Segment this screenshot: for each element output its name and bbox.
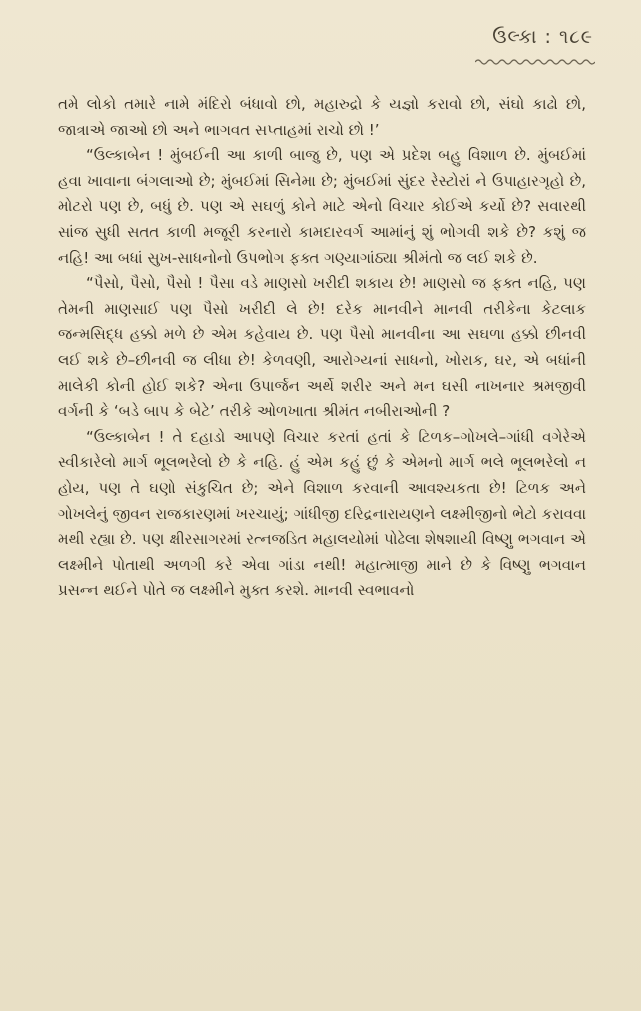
- paragraph-2: “ઉલ્કાબેન ! મુંબઈની આ કાળી બાજુ છે, પણ એ પ્રદેશ બહુ વિશાળ છે. મુંબઈમાં હવા ખાવાના બંગલાઓ છે; મુંબઈમાં સિનેમા છે; મુંબઈમાં સુંદર રેસ્ટોરાં ને ઉપાહારગૃહો છે, મોટરો પણ છે, બધું છે. પણ એ સઘળું કોને માટે એનો વિચાર કોઈએ કર્યો છે? સવારથી સાંજ સુધી સતત કાળી મજૂરી કરનારો કામદારવર્ગ આમાંનું શું ભોગવી શકે છે? કશું જ નહિ! આ બધાં સુખ-સાધનોનો ઉપભોગ ફક્ત ગણ્યાગાંઠ્યા શ્રીમંતો જ લઈ શકે છે.: [58, 146, 586, 267]
- paragraph-1: તમે લોકો તમારે નામે મંદિરો બંધાવો છો, મહારુદ્રો કે યજ્ઞો કરાવો છો, સંઘો કાઢો છો, જાત્રાએ જાઓ છો અને ભાગવત સપ્તાહમાં રાચો છો !’: [58, 95, 586, 139]
- paragraph-4: “ઉલ્કાબેન ! તે દહાડો આપણે વિચાર કરતાં હતાં કે ટિળક–ગોખલે–ગાંધી વગેરેએ સ્વીકારેલો માર્ગ ભૂલભરેલો છે કે નહિ. હું એમ કહું છું કે એમનો માર્ગ ભલે ભૂલભરેલો ન હોય, પણ તે ઘણો સંકુચિત છે; એને વિશાળ કરવાની આવશ્યકતા છે! ટિળક અને ગોખલેનું જીવન રાજકારણમાં ખરચાયું; ગાંધીજી દરિદ્રનારાયણને લક્ષ્મીજીનો ભેટો કરાવવા મથી રહ્યા છે. પણ ક્ષીરસાગરમાં રત્નજડિત મહાલયોમાં પોઢેલા શેષશાયી વિષ્ણુ ભગવાન એ લક્ષ્મીને પોતાથી અળગી કરે એવા ગાંડા નથી! મહાત્માજી માને છે કે વિષ્ણુ ભગવાન પ્રસન્ન થઈને પોતે જ લક્ષ્મીને મુક્ત કરશે. માનવી સ્વભાવનો: [58, 427, 586, 600]
- paragraph-3: “પૈસો, પૈસો, પૈસો ! પૈસા વડે માણસો ખરીદી શકાય છે! માણસો જ ફક્ત નહિ, પણ તેમની માણસાઈ પણ પૈસો ખરીદી લે છે! દરેક માનવીને માનવી તરીકેના કેટલાક જન્મસિદ્ધ હક્કો મળે છે એમ કહેવાય છે. પણ પૈસો માનવીના આ સઘળા હક્કો છીનવી લઈ શકે છે–છીનવી જ લીધા છે! કેળવણી, આરોગ્યનાં સાધનો, ખોરાક, ઘર, એ બધાંની માલેકી કોની હોઈ શકે? એના ઉપાર્જન અર્થે શરીર અને મન ઘસી નાખનાર શ્રમજીવી વર્ગની કે ‘બડે બાપ કે બેટે’ તરીકે ઓળખાતા શ્રીમંત નબીરાઓની ?: [58, 274, 586, 421]
- running-header: ઉલ્કા : ૧૮૯: [492, 26, 593, 48]
- body-text: [58, 92, 586, 604]
- decorative-wavy-rule: [475, 58, 595, 66]
